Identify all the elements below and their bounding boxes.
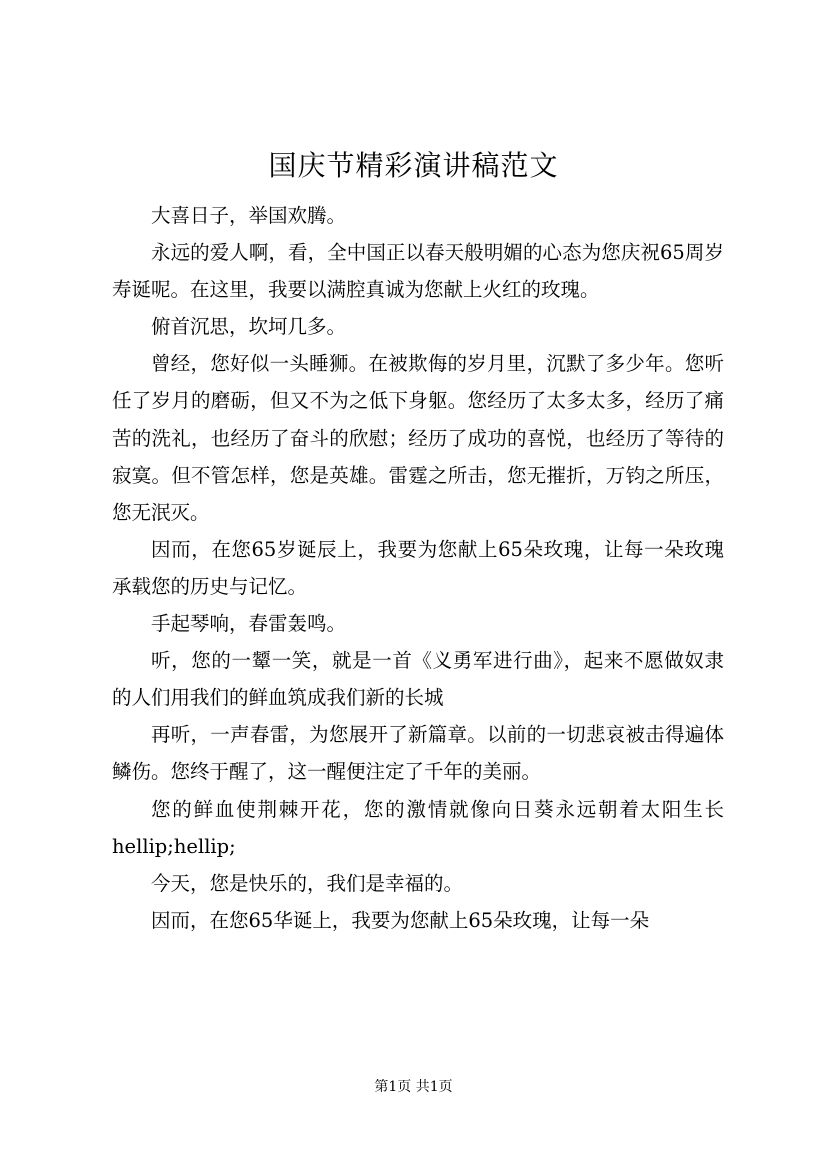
paragraph: 因而，在您65岁诞辰上，我要为您献上65朵玫瑰，让每一朵玫瑰承载您的历史与记忆。 bbox=[112, 537, 724, 598]
document-body bbox=[112, 197, 724, 939]
paragraph: 大喜日子，举国欢腾。 bbox=[151, 204, 347, 227]
paragraph: 您的鲜血使荆棘开花，您的激情就像向日葵永远朝着太阳生长hellip;hellip; bbox=[112, 797, 724, 858]
paragraph: 今天，您是快乐的，我们是幸福的。 bbox=[151, 871, 464, 895]
paragraph: 听，您的一颦一笑，就是一首《义勇军进行曲》，起来不愿做奴隶的人们用我们的鲜血筑成我们新的长城 bbox=[112, 649, 724, 710]
paragraph: 手起琴响，春雷轰鸣。 bbox=[151, 612, 347, 636]
paragraph: 俯首沉思，坎坷几多。 bbox=[151, 315, 347, 339]
paragraph: 曾经，您好似一头睡狮。在被欺侮的岁月里，沉默了多少年。您听任了岁月的磨砺，但又不为之低下身躯。您经历了太多太多，经历了痛苦的洗礼，也经历了奋斗的欣慰；经历了成功的喜悦，也经历了等待的寂寞。但不管怎样，您是英雄。雷霆之所击，您无摧折，万钧之所压，您无泯灭。 bbox=[112, 352, 724, 524]
paragraph: 再听，一声春雷，为您展开了新篇章。以前的一切悲哀被击得遍体鳞伤。您终于醒了，这一醒便注定了千年的美丽。 bbox=[112, 723, 724, 784]
paragraph: 因而，在您65华诞上，我要为您献上65朵玫瑰，让每一朵 bbox=[151, 908, 650, 932]
paragraph: 永远的爱人啊，看，全中国正以春天般明媚的心态为您庆祝65周岁寿诞呢。在这里，我要以满腔真诚为您献上火红的玫瑰。 bbox=[112, 241, 724, 302]
page-footer: 第1页 共1页 bbox=[374, 1079, 453, 1095]
document-title: 国庆节精彩演讲稿范文 bbox=[268, 149, 559, 182]
